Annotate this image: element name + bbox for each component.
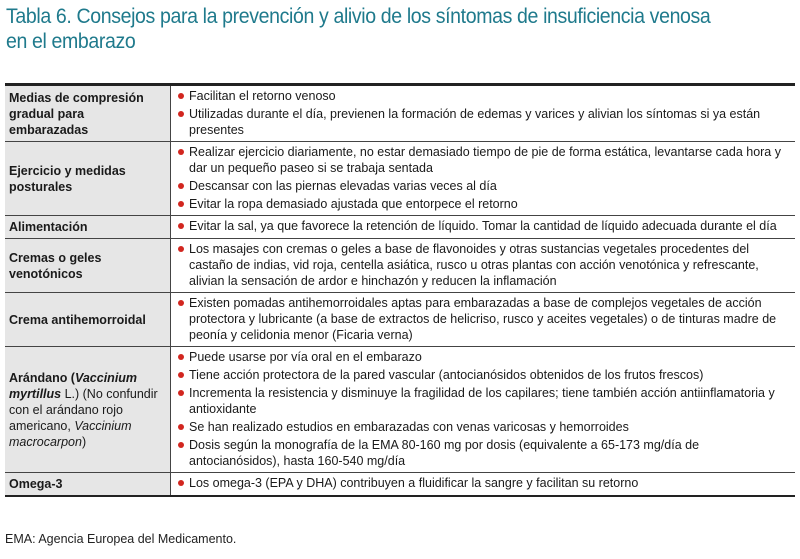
row-content: [171, 293, 795, 346]
table-row: [5, 239, 795, 293]
list-item: Dosis según la monografía de la EMA 80-160 mg por dosis (equivalente a 65-173 mg/día de antocianósidos), hasta 160-540 mg/día: [177, 437, 789, 469]
row-header: Omega-3: [5, 473, 171, 495]
list-item: Facilitan el retorno venoso: [177, 88, 789, 104]
table-row: [5, 142, 795, 216]
row-content: [171, 347, 795, 472]
table-row: [5, 347, 795, 473]
label-part: ): [81, 434, 87, 449]
list-item: Tiene acción protectora de la pared vascular (antocianósidos obtenidos de los frutos frescos): [177, 367, 789, 383]
row-header: [5, 347, 171, 472]
label-part-italic: Vaccinium myrtillus: [9, 370, 138, 401]
label-part: L.) (No confundir con el arándano rojo americano,: [9, 386, 158, 433]
table-row: [5, 216, 795, 239]
label-part-italic: Vaccinium macrocarpon: [9, 418, 132, 449]
list-item: Realizar ejercicio diariamente, no estar demasiado tiempo de pie de forma estática, levantarse cada hora y dar un pequeño paseo si se trabaja sentada: [177, 144, 789, 176]
list-item: Puede usarse por vía oral en el embarazo: [177, 349, 789, 365]
row-header: Crema antihemorroidal: [5, 293, 171, 346]
row-header: Alimentación: [5, 216, 171, 238]
row-content: [171, 239, 795, 292]
row-content: [171, 216, 795, 238]
list-item: Incrementa la resistencia y disminuye la fragilidad de los capilares; tiene también acción antiinflamatoria y antioxidante: [177, 385, 789, 417]
row-header: Medias de compresión gradual para embarazadas: [5, 86, 171, 141]
list-item: Los omega-3 (EPA y DHA) contribuyen a fluidificar la sangre y facilitan su retorno: [177, 475, 789, 491]
table-row: [5, 86, 795, 142]
list-item: Descansar con las piernas elevadas varias veces al día: [177, 178, 789, 194]
list-item: Evitar la ropa demasiado ajustada que entorpece el retorno: [177, 196, 789, 212]
list-item: Utilizadas durante el día, previenen la formación de edemas y varices y alivian los síntomas si ya están presentes: [177, 106, 789, 138]
list-item: Evitar la sal, ya que favorece la retención de líquido. Tomar la cantidad de líquido adecuada durante el día: [177, 218, 789, 234]
table-row: [5, 473, 795, 495]
row-content: [171, 86, 795, 141]
advice-table: [5, 83, 795, 497]
list-item: Los masajes con cremas o geles a base de flavonoides y otras sustancias vegetales procedentes del castaño de indias, vid roja, centella asiática, rusco u otras plantas con acción venotónica y refrescante, alivian la sensación de ardor e hinchazón y reducen la inflamación: [177, 241, 789, 289]
footnote: EMA: Agencia Europea del Medicamento.: [5, 532, 237, 546]
list-item: Existen pomadas antihemorroidales aptas para embarazadas a base de complejos vegetales de acción protectora y lubricante (a base de extractos de helicriso, rusco y aceites vegetales) o de tinturas madre de peonía y celidonia menor (Ficaria verna): [177, 295, 789, 343]
row-content: [171, 473, 795, 495]
row-content: [171, 142, 795, 215]
row-header: Cremas o geles venotónicos: [5, 239, 171, 292]
label-part: Arándano (: [9, 370, 75, 385]
table-row: [5, 293, 795, 347]
table-title: Tabla 6. Consejos para la prevención y alivio de los síntomas de insuficiencia venosa en el embarazo: [6, 5, 711, 53]
list-item: Se han realizado estudios en embarazadas con venas varicosas y hemorroides: [177, 419, 789, 435]
row-header: Ejercicio y medidas posturales: [5, 142, 171, 215]
